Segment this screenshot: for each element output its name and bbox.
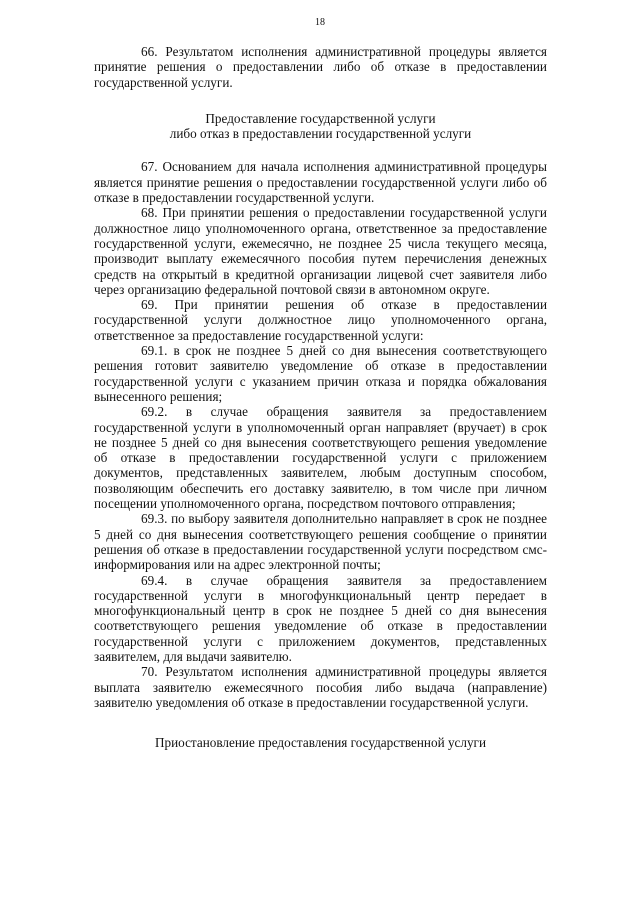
section-heading bbox=[94, 735, 547, 750]
spacer bbox=[94, 90, 547, 111]
section-heading-line: Приостановление предоставления государственной услуги bbox=[154, 735, 487, 751]
section-heading bbox=[94, 111, 547, 142]
section-heading-line: либо отказ в предоставлении государственной услуги bbox=[169, 126, 472, 142]
paragraph: 69.2. в случае обращения заявителя за предоставлением государственной услуги в уполномоченный орган направляет (вручает) в срок не позднее 5 дней со дня вынесения соответствующего решения уведомление об отказе в предоставлении государственной услуги с приложением документов, представленных заявителем, любым доступным способом, позволяющим обеспечить его доставку заявителю, в том числе при личном посещении уполномоченного органа, посредством почтового отправления; bbox=[94, 404, 547, 512]
paragraph: 66. Результатом исполнения административной процедуры является принятие решения о предоставлении либо об отказе в предоставлении государственной услуги. bbox=[94, 44, 547, 90]
paragraph: 68. При принятии решения о предоставлении государственной услуги должностное лицо уполномоченного органа, ответственное за предоставление государственной услуги, ежемесячно, не позднее 25 числа текущего месяца, производит выплату ежемесячного пособия путем перечисления денежных средств на открытый в кредитной организации лицевой счет заявителя либо через организацию федеральной почтовой связи в автономном округе. bbox=[94, 205, 547, 297]
section-heading-line: Предоставление государственной услуги bbox=[205, 110, 436, 126]
paragraph: 69.1. в срок не позднее 5 дней со дня вынесения соответствующего решения готовит заявителю уведомление об отказе в предоставлении государственной услуги с указанием причин отказа и порядка обжалования вынесенного решения; bbox=[94, 343, 547, 404]
paragraph: 69. При принятии решения об отказе в предоставлении государственной услуги должностное лицо уполномоченного органа, ответственное за предоставление государственной услуги: bbox=[94, 297, 547, 343]
spacer bbox=[94, 710, 547, 735]
paragraph: 69.4. в случае обращения заявителя за предоставлением государственной услуги в многофункциональный центр передает в многофункциональный центр в срок не позднее 5 дней со дня вынесения соответствующего решения уведомление об отказе в предоставлении государственной услуги с приложением документов, представленных заявителем, для выдачи заявителю. bbox=[94, 572, 547, 664]
spacer bbox=[94, 141, 547, 159]
paragraph: 67. Основанием для начала исполнения административной процедуры является принятие решения о предоставлении государственной услуги либо об отказе в предоставлении государственной услуги. bbox=[94, 159, 547, 206]
paragraph: 70. Результатом исполнения административной процедуры является выплата заявителю ежемесячного пособия либо выдача (направление) заявителю уведомления об отказе в предоставлении государственной услуги. bbox=[94, 664, 547, 710]
paragraph: 69.3. по выбору заявителя дополнительно направляет в срок не позднее 5 дней со дня вынесения соответствующего решения сообщение о принятии решения об отказе в предоставлении государственной услуги посредством смс-информирования или на адрес электронной почты; bbox=[94, 511, 547, 573]
document-text bbox=[94, 44, 547, 750]
page-number: 18 bbox=[315, 17, 325, 28]
